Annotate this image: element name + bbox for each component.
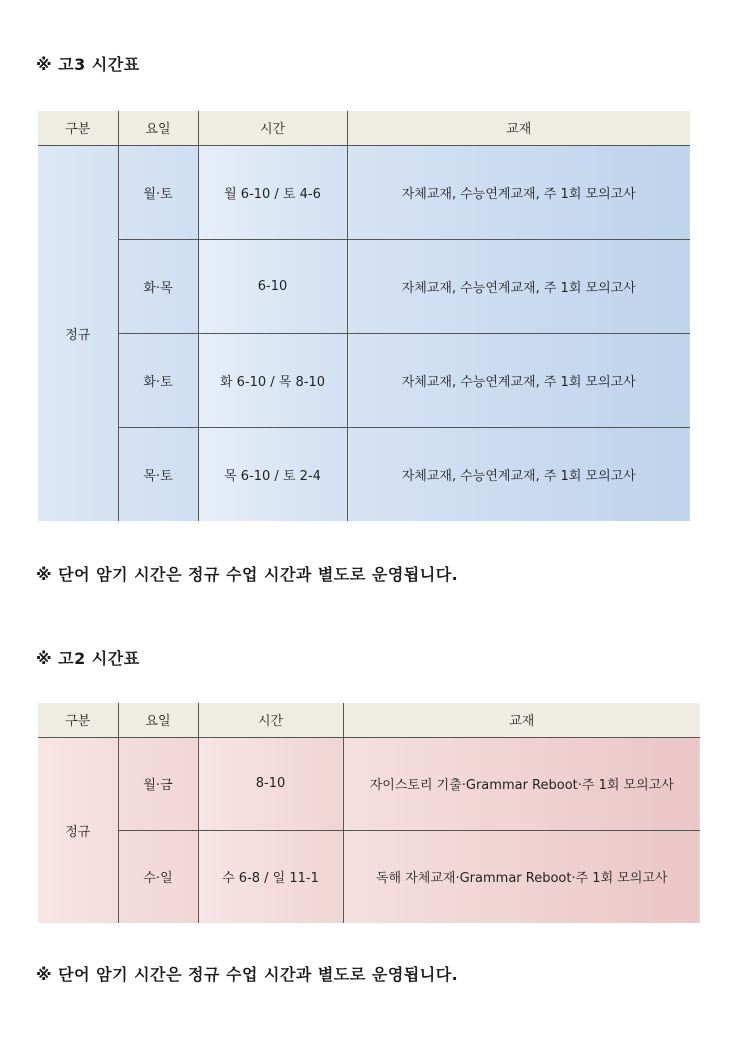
g3-timetable <box>38 111 690 521</box>
table-row <box>38 737 700 830</box>
header-category: 구분 <box>38 703 118 737</box>
time-cell: 목 6-10 / 토 2-4 <box>198 427 347 521</box>
day-cell: 화·목 <box>118 239 198 333</box>
time-cell: 6-10 <box>198 239 347 333</box>
table-header-row <box>38 111 690 145</box>
time-cell: 화 6-10 / 목 8-10 <box>198 333 347 427</box>
g3-timetable-heading: ※ 고3 시간표 <box>36 55 140 74</box>
header-category: 구분 <box>38 111 118 145</box>
g2-timetable-heading: ※ 고2 시간표 <box>36 649 140 668</box>
category-cell: 정규 <box>38 145 118 521</box>
header-textbook: 교재 <box>347 111 690 145</box>
textbook-cell: 자체교재, 수능연계교재, 주 1회 모의고사 <box>347 333 690 427</box>
category-cell: 정규 <box>38 737 118 923</box>
textbook-cell: 자체교재, 수능연계교재, 주 1회 모의고사 <box>347 145 690 239</box>
table-header-row <box>38 703 700 737</box>
time-cell: 8-10 <box>198 737 343 830</box>
table-row <box>38 239 690 333</box>
textbook-cell: 자이스토리 기출·Grammar Reboot·주 1회 모의고사 <box>343 737 700 830</box>
g2-note: ※ 단어 암기 시간은 정규 수업 시간과 별도로 운영됩니다. <box>36 965 459 984</box>
header-time: 시간 <box>198 111 347 145</box>
time-cell: 수 6-8 / 일 11-1 <box>198 830 343 923</box>
table-row <box>38 333 690 427</box>
textbook-cell: 자체교재, 수능연계교재, 주 1회 모의고사 <box>347 427 690 521</box>
textbook-cell: 자체교재, 수능연계교재, 주 1회 모의고사 <box>347 239 690 333</box>
header-day: 요일 <box>118 703 198 737</box>
header-time: 시간 <box>198 703 343 737</box>
header-day: 요일 <box>118 111 198 145</box>
time-cell: 월 6-10 / 토 4-6 <box>198 145 347 239</box>
table-row <box>38 427 690 521</box>
day-cell: 월·토 <box>118 145 198 239</box>
table-row <box>38 830 700 923</box>
g2-timetable <box>38 703 700 923</box>
textbook-cell: 독해 자체교재·Grammar Reboot·주 1회 모의고사 <box>343 830 700 923</box>
day-cell: 수·일 <box>118 830 198 923</box>
day-cell: 월·금 <box>118 737 198 830</box>
table-row <box>38 145 690 239</box>
g3-note: ※ 단어 암기 시간은 정규 수업 시간과 별도로 운영됩니다. <box>36 565 459 584</box>
day-cell: 화·토 <box>118 333 198 427</box>
header-textbook: 교재 <box>343 703 700 737</box>
day-cell: 목·토 <box>118 427 198 521</box>
